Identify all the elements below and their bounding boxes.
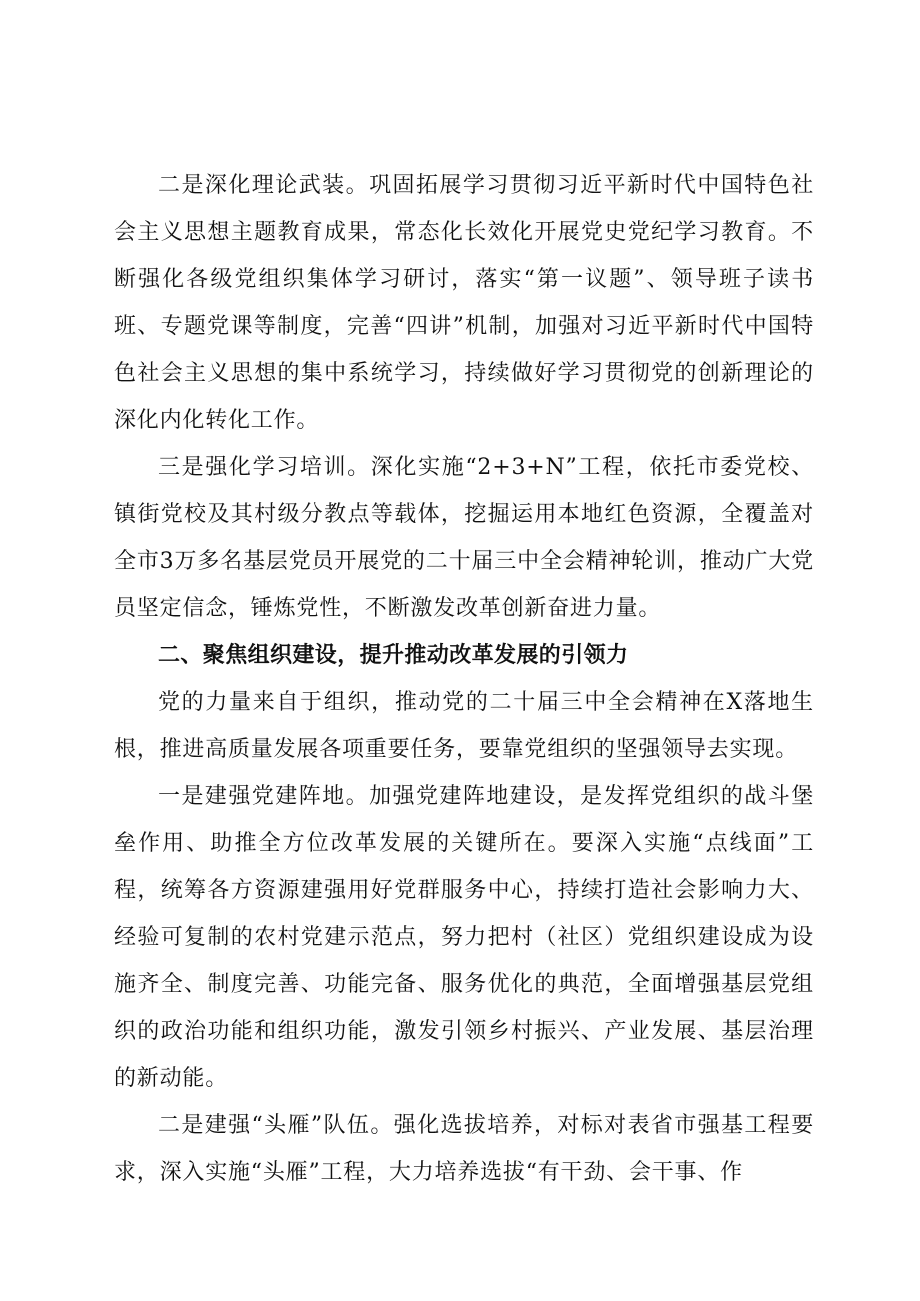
paragraph-lead-geese-team: 二是建强“头雁”队伍。强化选拔培养，对标对表省市强基工程要求，深入实施“头雁”工程，大力培养选拔“有干劲、会干事、作 — [114, 1113, 814, 1185]
paragraph-deepen-theory: 二是深化理论武装。巩固拓展学习贯彻习近平新时代中国特色社会主义思想主题教育成果，常态化长效化开展党史党纪学习教育。不断强化各级党组织集体学习研讨，落实“第一议题”、领导班子读书班、专题党课等制度，完善“四讲”机制，加强对习近平新时代中国特色社会主义思想的集中系统学习，持续做好学习贯彻党的创新理论的深化内化转化工作。 — [114, 173, 814, 433]
paragraph-organization-power: 党的力量来自于组织，推动党的二十届三中全会精神在X落地生根，推进高质量发展各项重要任务，要靠党组织的坚强领导去实现。 — [114, 690, 814, 762]
document-body — [114, 162, 814, 1196]
paragraph-study-training: 三是强化学习培训。深化实施“2+3+N”工程，依托市委党校、镇街党校及其村级分教点等载体，挖掘运用本地红色资源，全覆盖对全市3万多名基层党员开展党的二十届三中全会精神轮训，推动广大党员坚定信念，锤炼党性，不断激发改革创新奋进力量。 — [114, 455, 814, 621]
section-heading: 二、聚焦组织建设，提升推动改革发展的引领力 — [158, 643, 629, 668]
paragraph-party-building-base: 一是建强党建阵地。加强党建阵地建设，是发挥党组织的战斗堡垒作用、助推全方位改革发展的关键所在。要深入实施“点线面”工程，统筹各方资源建强用好党群服务中心，持续打造社会影响力大、经验可复制的农村党建示范点，努力把村（社区）党组织建设成为设施齐全、制度完善、功能完备、服务优化的典范，全面增强基层党组织的政治功能和组织功能，激发引领乡村振兴、产业发展、基层治理的新动能。 — [114, 784, 814, 1091]
